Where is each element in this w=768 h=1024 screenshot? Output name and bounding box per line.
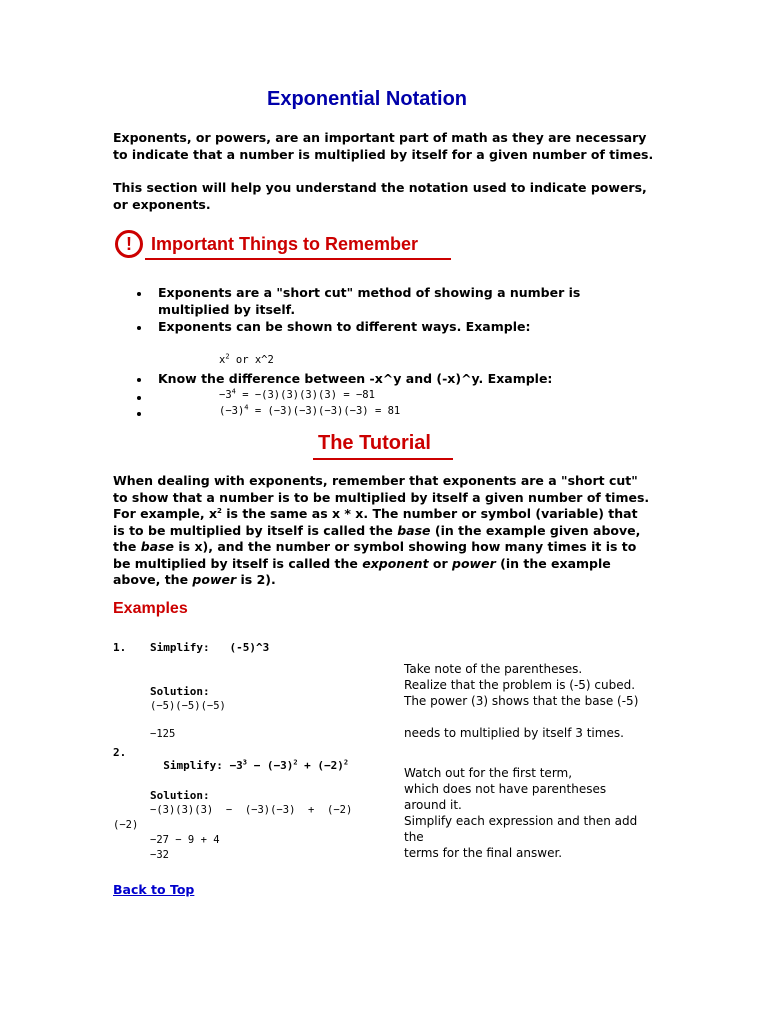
exclamation-glyph: ! bbox=[126, 234, 132, 254]
example-rest: = (−3)(−3)(−3)(−3) = 81 bbox=[248, 405, 401, 417]
tutorial-line: the base is x), and the number or symbol showing how many times it is to bbox=[113, 539, 637, 554]
intro-line: to indicate that a number is multiplied by itself for a given number of times. bbox=[113, 146, 654, 162]
remember-underline bbox=[145, 258, 451, 260]
note-line: Realize that the problem is (-5) cubed. bbox=[404, 678, 636, 692]
bullet-dot bbox=[137, 326, 141, 330]
example-1-note-end: needs to multiplied by itself 3 times. bbox=[404, 726, 624, 740]
bullet-dot bbox=[137, 292, 141, 296]
intro-paragraph-2 bbox=[113, 180, 647, 213]
page-title: Exponential Notation bbox=[267, 88, 467, 110]
intro-paragraph-1 bbox=[113, 130, 653, 163]
tutorial-line: When dealing with exponents, remember that exponents are a "short cut" bbox=[113, 473, 638, 488]
bullet-dot bbox=[137, 412, 141, 416]
example-rest: = −(3)(3)(3)(3) = −81 bbox=[235, 389, 375, 401]
remember-item-2: Exponents can be shown to different ways. Example: bbox=[158, 319, 531, 334]
example-2-step-2: −27 − 9 + 4 bbox=[150, 834, 220, 846]
note-line: The power (3) shows that the base (-5) bbox=[404, 694, 639, 708]
example-2-problem: Simplify: $-3^3 - (-3)^2 + (-2)^2$ bbox=[163, 758, 349, 772]
examples-heading: Examples bbox=[113, 600, 188, 617]
note-line: which does not have parentheses bbox=[404, 782, 607, 796]
remember-item-3: Know the difference between -x^y and (-x)^y. Example: bbox=[158, 371, 553, 386]
example-exponent: 2 bbox=[225, 352, 230, 361]
example-1-answer: −125 bbox=[150, 728, 176, 740]
example-base: −3 bbox=[219, 389, 232, 401]
example-2-solution-label: Solution: bbox=[150, 789, 210, 802]
bullet-dot bbox=[137, 396, 141, 400]
example-exponent: 4 bbox=[231, 387, 236, 396]
remember-example-1 bbox=[219, 354, 274, 366]
example-2-step-1: −(3)(3)(3) − (−3)(−3) + (−2) bbox=[150, 804, 353, 816]
example-exponent: 4 bbox=[244, 403, 249, 412]
example-rest: or x^2 bbox=[229, 354, 274, 366]
example-2-notes bbox=[404, 765, 637, 861]
tutorial-line: be multiplied by itself is called the exponent or power (in the example bbox=[113, 555, 611, 571]
tutorial-heading: The Tutorial bbox=[318, 432, 431, 454]
example-1-number: 1. bbox=[113, 641, 127, 654]
tutorial-line: For example, $x^2$ is the same as x * x. The number or symbol (variable) that bbox=[113, 506, 638, 521]
bullet-dot bbox=[137, 378, 141, 382]
note-line: Watch out for the first term, bbox=[404, 766, 573, 780]
item-line: Exponents are a "short cut" method of showing a number is bbox=[158, 285, 581, 300]
back-to-top-link[interactable]: Back to Top bbox=[113, 882, 195, 897]
remember-item-5 bbox=[219, 405, 400, 417]
example-1-notes bbox=[404, 661, 638, 709]
tutorial-line: above, the power is 2). bbox=[113, 572, 276, 587]
tutorial-underline bbox=[313, 458, 453, 460]
intro-line: This section will help you understand the notation used to indicate powers, bbox=[113, 180, 647, 195]
warning-icon bbox=[115, 230, 143, 258]
tutorial-line: is to be multiplied by itself is called the base (in the example given above, bbox=[113, 522, 641, 538]
note-line: Simplify each expression and then add bbox=[404, 814, 638, 828]
note-line: the bbox=[404, 830, 424, 844]
example-1-step: (−5)(−5)(−5) bbox=[150, 700, 226, 712]
note-line: Take note of the parentheses. bbox=[404, 662, 583, 676]
example-base: x bbox=[219, 354, 226, 366]
example-1-solution-label: Solution: bbox=[150, 685, 210, 698]
remember-item-4 bbox=[219, 389, 375, 401]
intro-line: Exponents, or powers, are an important part of math as they are necessary bbox=[113, 130, 647, 145]
tutorial-paragraph bbox=[113, 473, 649, 589]
example-2-step-1-wrap: (−2) bbox=[113, 819, 139, 831]
remember-item-1 bbox=[158, 285, 580, 318]
example-2-answer: −32 bbox=[150, 849, 169, 861]
example-1-problem: Simplify: (-5)^3 bbox=[150, 641, 270, 654]
item-line: multiplied by itself. bbox=[158, 301, 296, 317]
example-base: (−3) bbox=[219, 405, 245, 417]
tutorial-line: to show that a number is to be multiplied by itself a given number of times. bbox=[113, 489, 650, 505]
intro-line: or exponents. bbox=[113, 196, 211, 212]
example-2-number: 2. bbox=[113, 746, 127, 759]
note-line: around it. bbox=[404, 798, 462, 812]
remember-heading: Important Things to Remember bbox=[151, 234, 419, 254]
note-line: terms for the final answer. bbox=[404, 846, 563, 860]
